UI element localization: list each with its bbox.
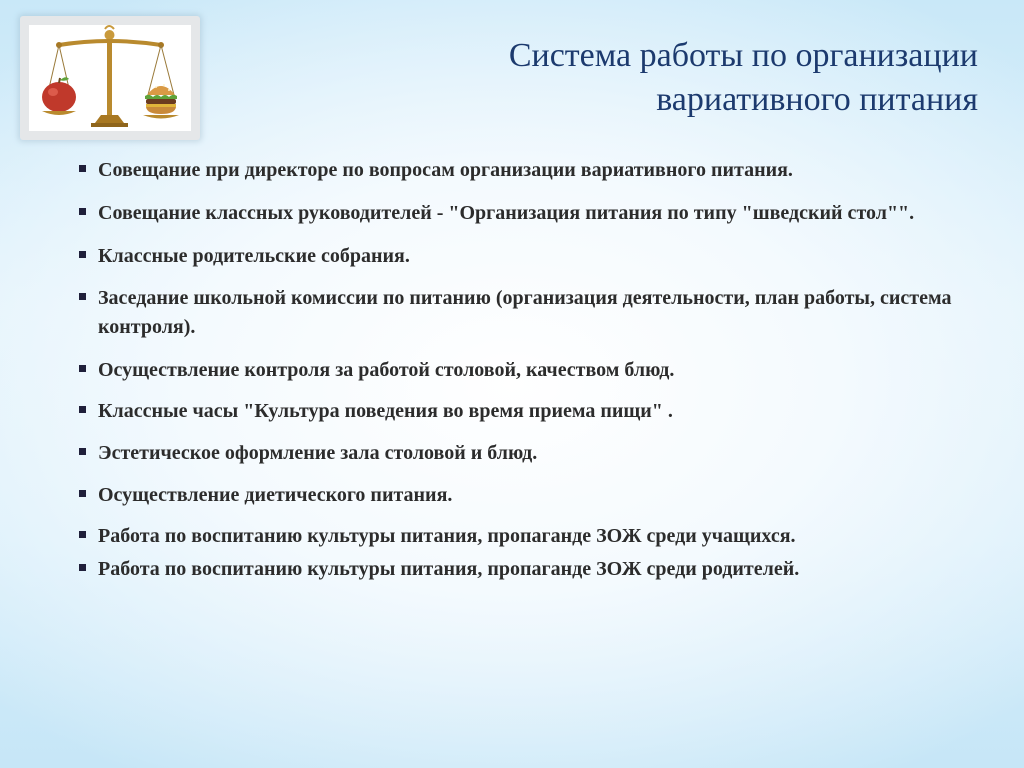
list-item: [78, 156, 958, 185]
list-item: [78, 284, 958, 342]
square-bullet-icon: [79, 165, 86, 172]
square-bullet-icon: [79, 208, 86, 215]
list-item: [78, 481, 958, 510]
square-bullet-icon: [79, 490, 86, 497]
list-item-text: Работа по воспитанию культуры питания, пропаганде ЗОЖ среди родителей.: [98, 558, 800, 580]
list-item-text: Совещание классных руководителей - "Организация питания по типу "шведский стол"".: [98, 202, 915, 224]
list-item-text: Классные часы "Культура поведения во время приема пищи" .: [98, 400, 673, 422]
list-item: [78, 522, 958, 551]
list-item: [78, 439, 958, 468]
page-title: [338, 34, 978, 122]
bullet-list: [78, 156, 958, 584]
square-bullet-icon: [79, 448, 86, 455]
square-bullet-icon: [79, 251, 86, 258]
square-bullet-icon: [79, 564, 86, 571]
square-bullet-icon: [79, 365, 86, 372]
list-item: [78, 199, 958, 228]
list-item: [78, 555, 958, 584]
list-item-text: Работа по воспитанию культуры питания, пропаганде ЗОЖ среди учащихся.: [98, 525, 796, 547]
list-item-text: Осуществление диетического питания.: [98, 484, 453, 506]
list-item: [78, 397, 958, 426]
list-item-text: Совещание при директоре по вопросам организации вариативного питания.: [98, 159, 793, 181]
list-item: [78, 356, 958, 385]
title-line-2: вариативного питания: [656, 81, 978, 118]
list-item-text: Заседание школьной комиссии по питанию (организация деятельности, план работы, система контроля).: [98, 287, 952, 338]
square-bullet-icon: [79, 531, 86, 538]
square-bullet-icon: [79, 293, 86, 300]
list-item-text: Осуществление контроля за работой столовой, качеством блюд.: [98, 359, 675, 381]
scales-apple-burger-icon: [29, 25, 191, 131]
illustration-frame: [20, 16, 200, 140]
square-bullet-icon: [79, 406, 86, 413]
list-item-text: Эстетическое оформление зала столовой и блюд.: [98, 442, 538, 464]
list-item-text: Классные родительские собрания.: [98, 245, 410, 267]
list-item: [78, 242, 958, 271]
title-line-1: Система работы по организации: [508, 37, 978, 74]
